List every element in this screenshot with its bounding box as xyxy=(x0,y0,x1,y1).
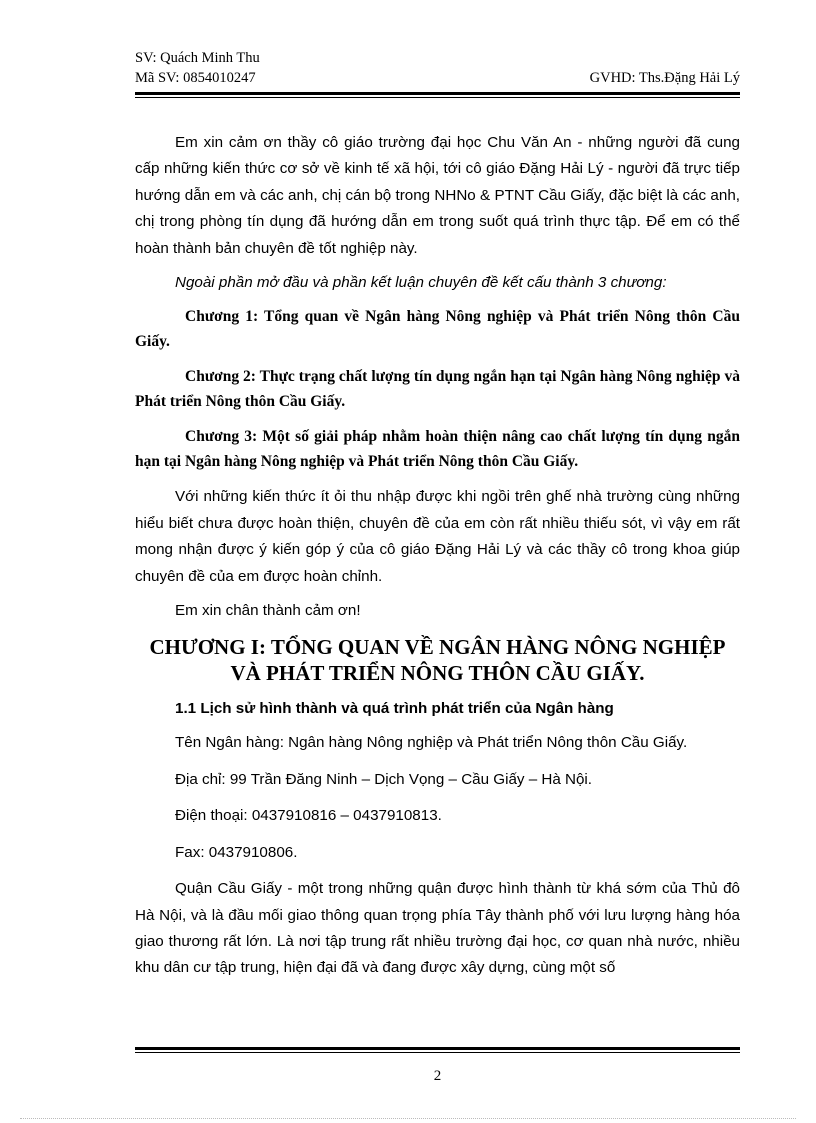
section-title: 1.1 Lịch sử hình thành và quá trình phát triển của Ngân hàng xyxy=(175,700,614,718)
paragraph-thanks: Em xin cảm ơn thầy cô giáo trường đại học Chu Văn An - những người đã cung cấp những kiến thức cơ sở về kinh tế xã hội, tới cô giáo Đặng Hải Lý - người đã trực tiếp hướng dẫn em và các anh, chị cán bộ trong NHNo & PTNT Cầu Giấy, đặc biệt là các anh, chị trong phòng tín dụng đã hướng dẫn em trong suốt quá trình thực tập. Để em có thể hoàn thành bản chuyên đề tốt nghiệp này. xyxy=(135,134,740,257)
page-body xyxy=(135,130,740,988)
chapter-2: Chương 2: Thực trạng chất lượng tín dụng ngắn hạn tại Ngân hàng Nông nghiệp và Phát triển Nông thôn Cầu Giấy. xyxy=(135,368,740,411)
paragraph-thanks-final: Em xin chân thành cảm ơn! xyxy=(175,602,361,620)
header-student xyxy=(135,50,740,67)
bank-phone: Điện thoại: 0437910816 – 0437910813. xyxy=(175,807,442,825)
bank-address: Địa chỉ: 99 Trần Đăng Ninh – Dịch Vọng – Cầu Giấy – Hà Nội. xyxy=(175,770,593,788)
header-student-id-row xyxy=(135,70,740,87)
paragraph-district-intro: Quận Cầu Giấy - một trong những quận được hình thành từ khá sớm của Thủ đô Hà Nội, và là đầu mối giao thông quan trọng phía Tây thành phố với lưu lượng hàng hóa giao thương rất lớn. Là nơi tập trung rất nhiều trường đại học, cơ quan nhà nước, nhiều khu dân cư tập trung, hiện đại đã và đang được xây dựng, cùng một số xyxy=(135,880,740,977)
chapter-1: Chương 1: Tổng quan về Ngân hàng Nông nghiệp và Phát triển Nông thôn Cầu Giấy. xyxy=(135,308,740,351)
student-name: SV: Quách Minh Thu xyxy=(135,50,260,66)
header-rule-thick xyxy=(135,92,740,95)
page-edge-dotted-line xyxy=(20,1118,796,1119)
chapter-3: Chương 3: Một số giải pháp nhằm hoàn thiện nâng cao chất lượng tín dụng ngắn hạn tại Ngân hàng Nông nghiệp và Phát triển Nông thôn Cầu Giấy. xyxy=(135,428,740,471)
bank-fax: Fax: 0437910806. xyxy=(175,843,298,861)
paragraph-closing: Với những kiến thức ít ỏi thu nhập được khi ngồi trên ghế nhà trường cùng những hiểu biết chưa được hoàn thiện, chuyên đề của em còn rất nhiều thiếu sót, vì vậy em rất mong nhận được ý kiến góp ý của cô giáo Đặng Hải Lý và các thầy cô trong khoa giúp chuyên đề của em được hoàn chỉnh. xyxy=(135,488,740,585)
paragraph-structure-intro: Ngoài phần mở đầu và phần kết luận chuyên đề kết cấu thành 3 chương: xyxy=(175,274,667,292)
footer-rule-thin xyxy=(135,1052,740,1053)
page-number: 2 xyxy=(433,1068,442,1084)
footer-rule-thick xyxy=(135,1047,740,1050)
bank-name: Tên Ngân hàng: Ngân hàng Nông nghiệp và Phát triển Nông thôn Cầu Giấy. xyxy=(175,734,688,752)
chapter-title: CHƯƠNG I: TỔNG QUAN VỀ NGÂN HÀNG NÔNG NGHIỆP VÀ PHÁT TRIỂN NÔNG THÔN CẦU GIẤY. xyxy=(149,635,726,686)
advisor: GVHD: Ths.Đặng Hải Lý xyxy=(589,70,740,86)
student-id: Mã SV: 0854010247 xyxy=(135,70,256,86)
header-rule-thin xyxy=(135,97,740,98)
